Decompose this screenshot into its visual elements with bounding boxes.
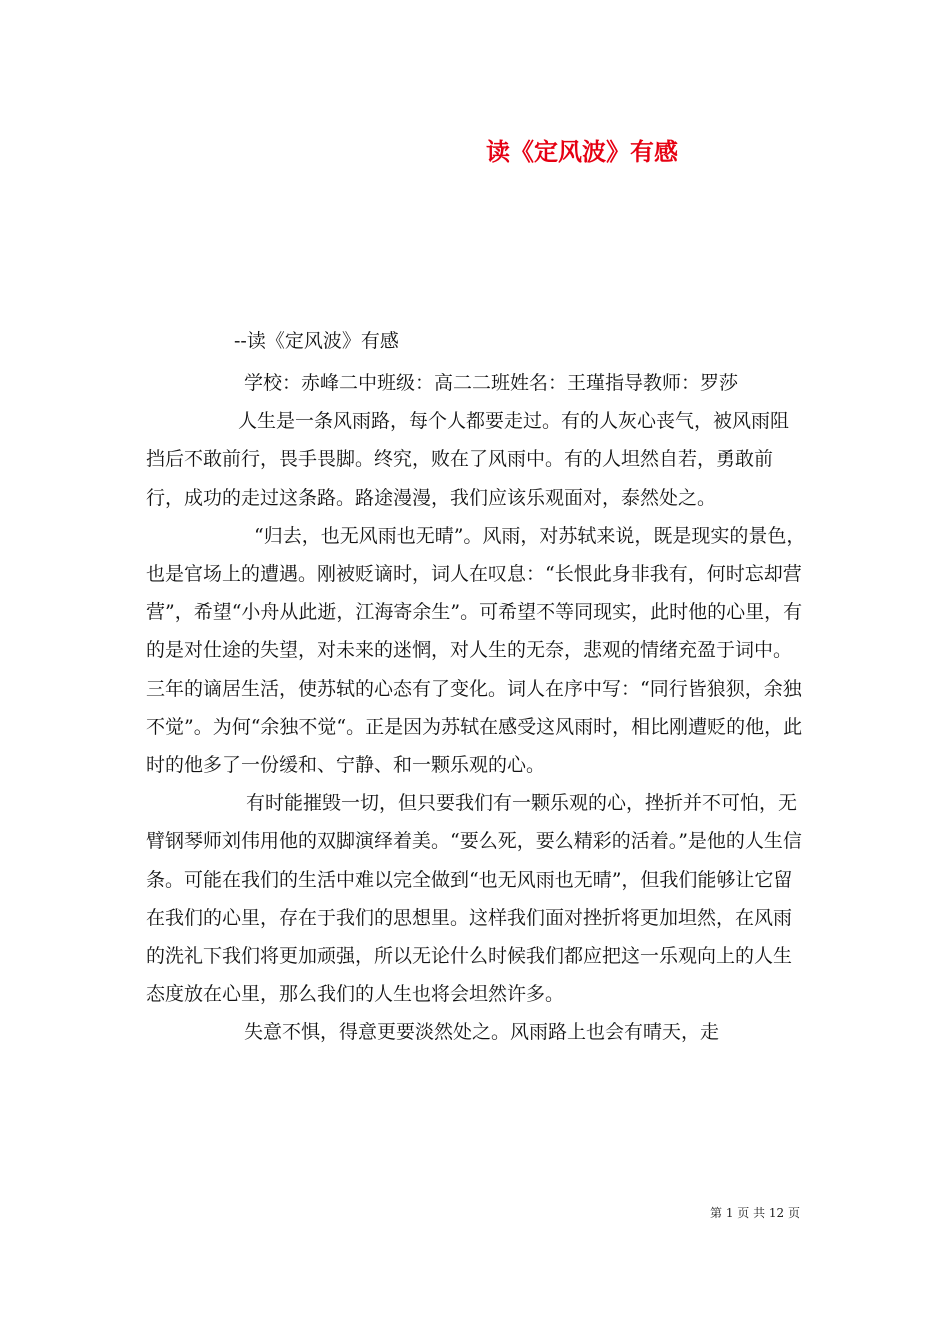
document-title: 读《定风波》有感	[486, 137, 678, 166]
document-body	[146, 364, 806, 1052]
author-info-line: 学校：赤峰二中班级：高二二班姓名：王瑾指导教师：罗莎	[244, 372, 739, 394]
body-paragraph: 人生是一条风雨路，每个人都要走过。有的人灰心丧气，被风雨阻挡后不敢前行，畏手畏脚。终究，败在了风雨中。有的人坦然自若，勇敢前行，成功的走过这条路。路途漫漫，我们应该乐观面对，泰然处之。	[146, 410, 790, 509]
body-paragraph: “归去，也无风雨也无晴”。风雨，对苏轼来说，既是现实的景色，也是官场上的遭遇。刚被贬谪时，词人在叹息：“长恨此身非我有，何时忘却营营”，希望“小舟从此逝，江海寄余生”。可希望不等同现实，此时他的心里，有的是对仕途的失望，对未来的迷惘，对人生的无奈，悲观的情绪充盈于词中。三年的谪居生活，使苏轼的心态有了变化。词人在序中写：“同行皆狼狈，余独不觉”。为何“余独不觉“。正是因为苏轼在感受这风雨时，相比刚遭贬的他，此时的他多了一份缓和、宁静、和一颗乐观的心。	[146, 524, 806, 777]
body-paragraph: 有时能摧毁一切，但只要我们有一颗乐观的心，挫折并不可怕，无臂钢琴师刘伟用他的双脚演绎着美。“要么死，要么精彩的活着。”是他的人生信条。可能在我们的生活中难以完全做到“也无风雨也无晴”，但我们能够让它留在我们的心里，存在于我们的思想里。这样我们面对挫折将更加坦然，在风雨的洗礼下我们将更加顽强，所以无论什么时候我们都应把这一乐观向上的人生态度放在心里，那么我们的人生也将会坦然许多。	[146, 792, 802, 1006]
body-paragraph: 失意不惧，得意更要淡然处之。风雨路上也会有晴天，走	[244, 1021, 720, 1044]
page-number-footer: 第 1 页 共 12 页	[710, 1206, 800, 1220]
document-subtitle: --读《定风波》有感	[234, 330, 399, 352]
